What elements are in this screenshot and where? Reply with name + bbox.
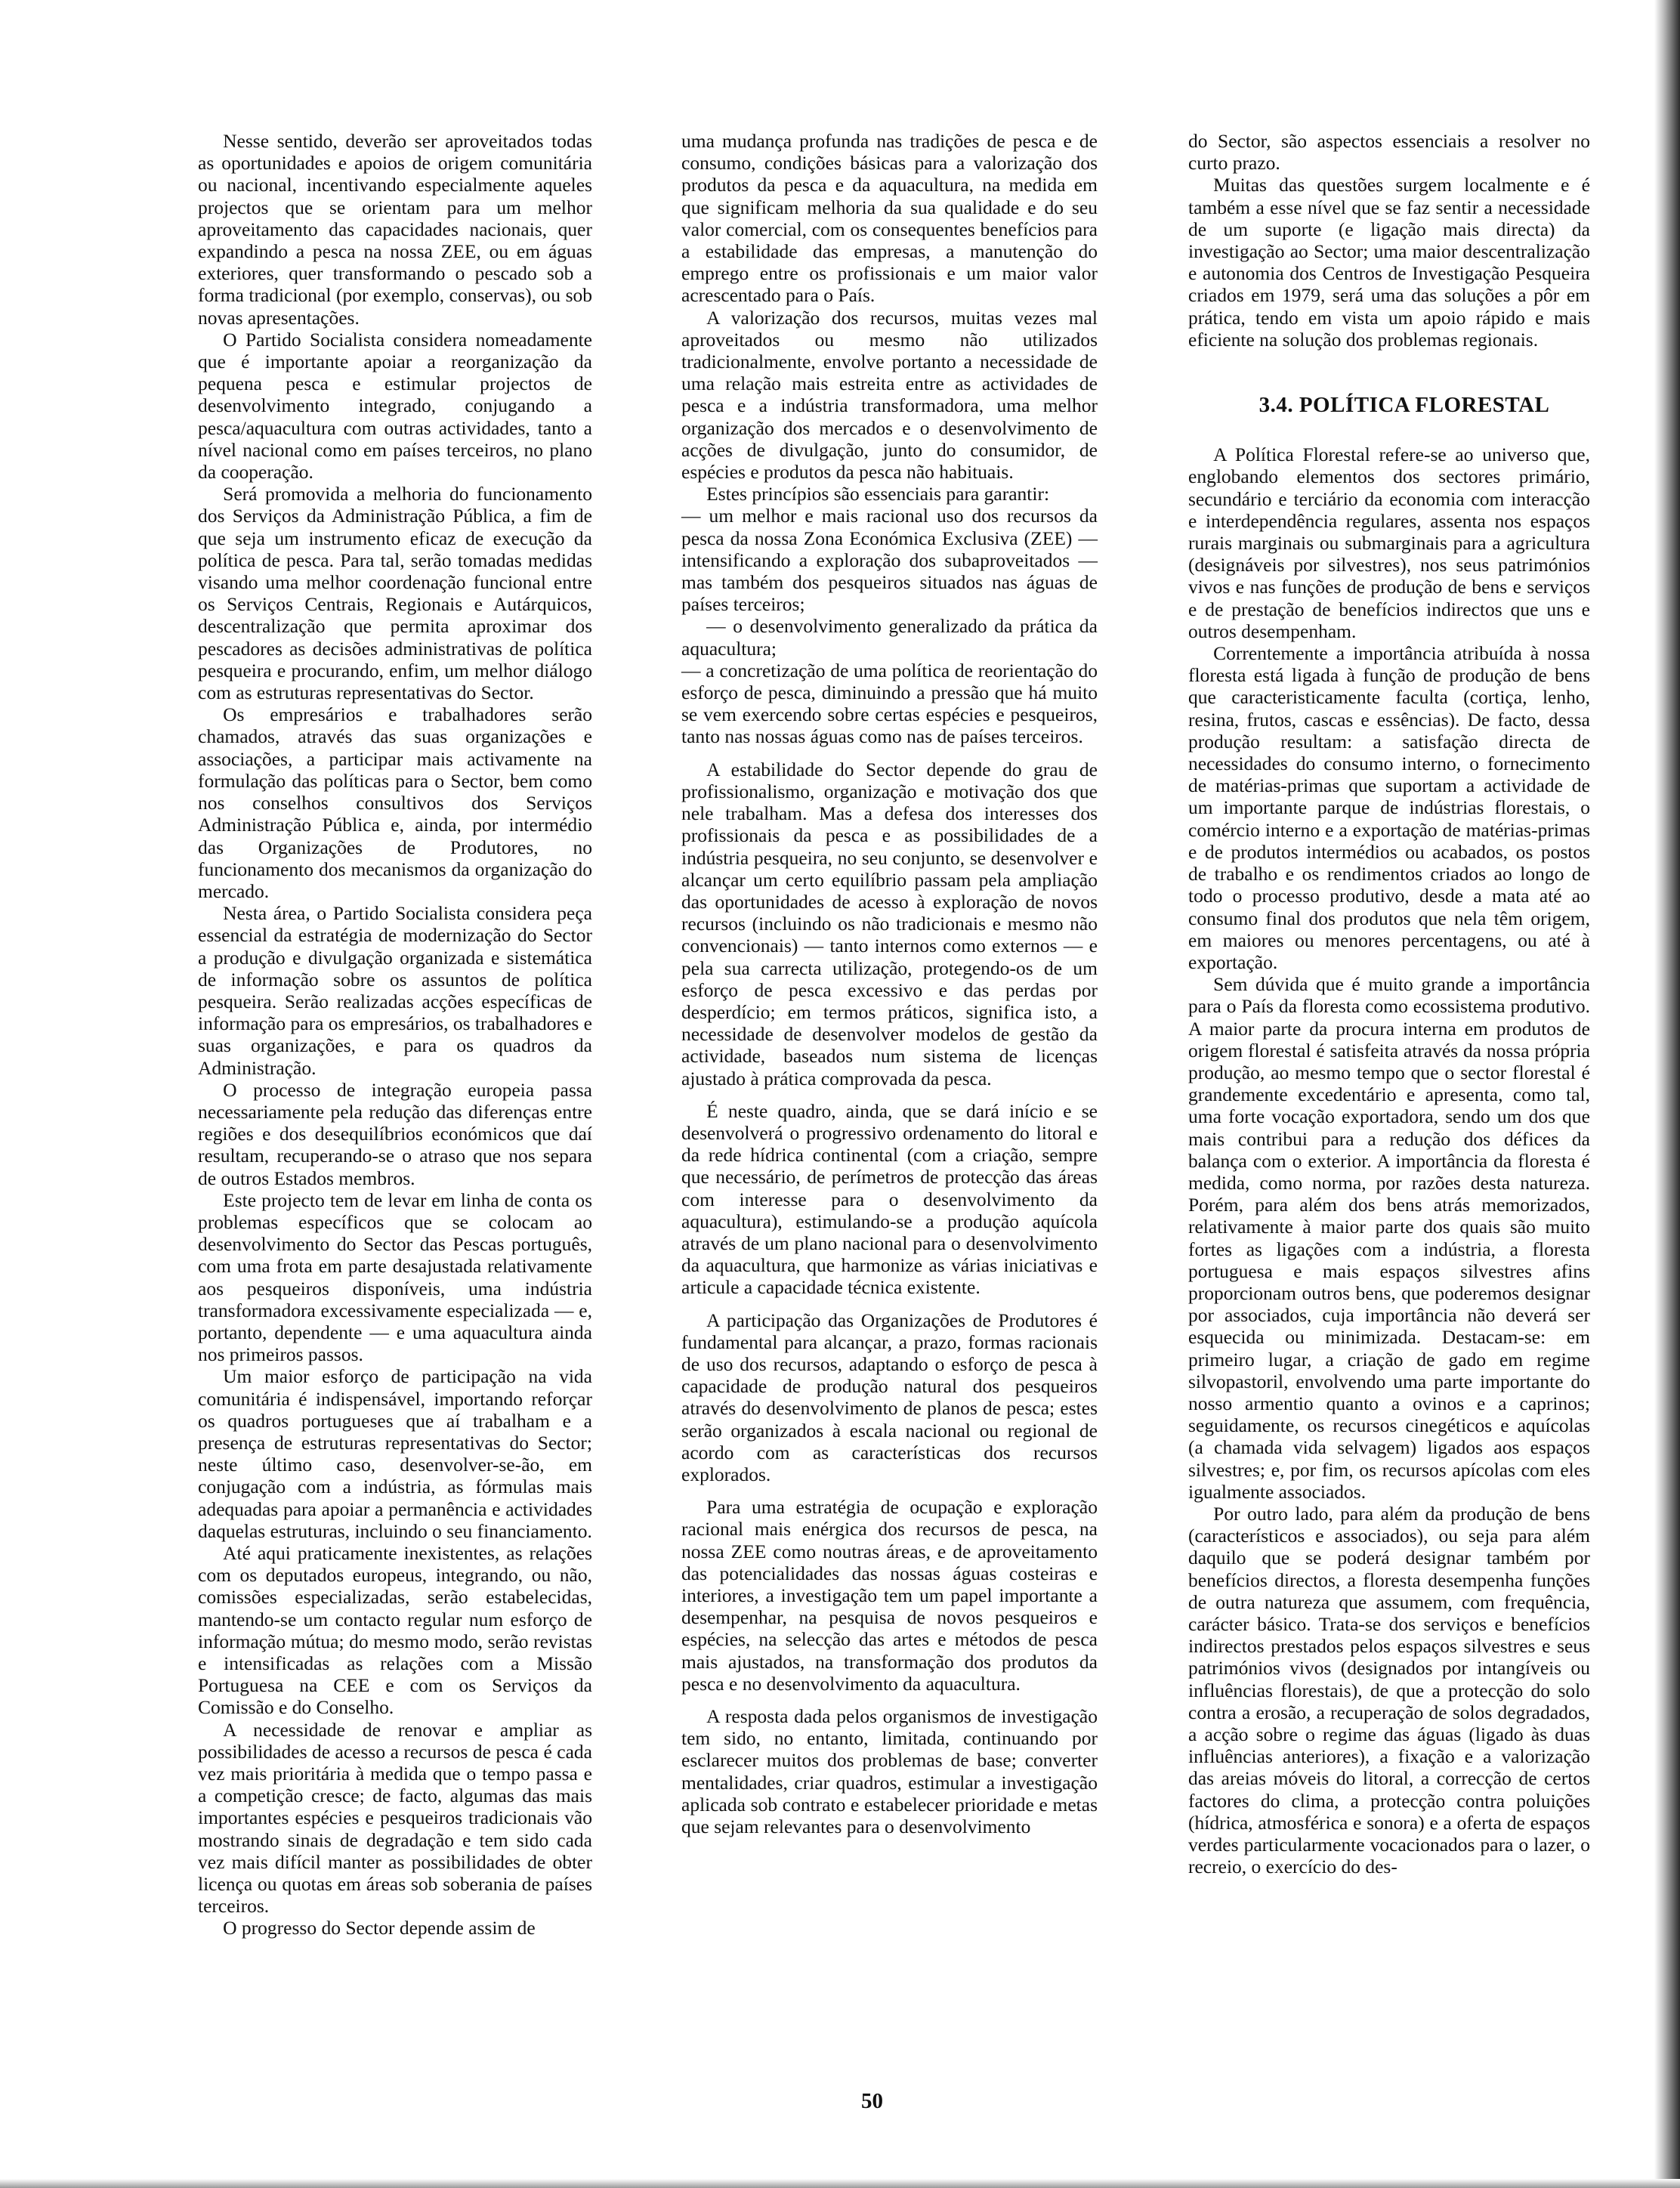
paragraph: Nesse sentido, deverão ser aproveitados todas as oportunidades e apoios de origem comunitária ou nacional, incentivando especialmente aqueles projectos que se orientam para um melhor aproveitamento das capacidades nacionais, quer expandindo a pesca na nossa ZEE, ou em águas exteriores, quer transformando o pescado sob a forma tradicional (por exemplo, conservas), ou sob novas apresentações.	[198, 130, 592, 329]
paragraph: A necessidade de renovar e ampliar as possibilidades de acesso a recursos de pesca é cada vez mais prioritária à medida que o tempo passa e a competição cresce; de facto, algumas das mais importantes espécies e pesqueiros tradicionais vão mostrando sinais de degradação e tem sido cada vez mais difícil manter as possibilidades de obter licença ou quotas em áreas sob soberania de países terceiros.	[198, 1718, 592, 1918]
scan-page-edge	[1654, 0, 1680, 2188]
text-column-2	[681, 130, 1098, 1837]
paragraph: A Política Florestal refere-se ao universo que, englobando elementos dos sectores primário, secundário e terciário da economia com interacção e interdependência regulares, assenta nos espaços rurais marginais ou submarginais para a agricultura (designáveis por silvestres), nos seus patrimónios vivos e nas funções de produção de bens e serviços e de prestação de benefícios indirectos que uns e outros desempenham.	[1188, 443, 1590, 642]
paragraph: Nesta área, o Partido Socialista considera peça essencial da estratégia de modernização do Sector a produção e divulgação organizada e sistemática de informação sobre os assuntos de política pesqueira. Serão realizadas acções específicas de informação para os empresários, os trabalhadores e suas organizações, e para os quadros da Administração.	[198, 902, 592, 1079]
paragraph: Até aqui praticamente inexistentes, as relações com os deputados europeus, integrando, ou não, comissões especializadas, serão estabelecidas, mantendo-se um contacto regular num esforço de informação mútua; do mesmo modo, serão revistas e intensificadas as relações com a Missão Portuguesa na CEE e com os Serviços da Comissão e do Conselho.	[198, 1542, 592, 1719]
paragraph: do Sector, são aspectos essenciais a resolver no curto prazo.	[1188, 130, 1590, 175]
paragraph: Por outro lado, para além da produção de bens (característicos e associados), ou seja para além daquilo que se poderá designar também por benefícios directos, a floresta desempenha funções de outra natureza que assumem, com frequência, carácter básico. Trata-se dos serviços e benefícios indirectos prestados pelos espaços silvestres e seus patrimónios vivos (designados por intangíveis ou influências florestais), de que a protecção do solo contra a erosão, a recuperação de solos degradados, a acção sobre o regime das águas (ligado às duas influências anteriores), a fixação e a valorização das areias móveis do litoral, a correcção de certos factores do clima, a protecção contra poluições (hídrica, atmosférica e sonora) e a oferta de espaços verdes particularmente vocacionados para o lazer, o recreio, o exercício do des-	[1188, 1502, 1590, 1878]
paragraph: A estabilidade do Sector depende do grau de profissionalismo, organização e motivação dos que nele trabalham. Mas a defesa dos interesses dos profissionais da pesca e as possibilidades de a indústria pesqueira, no seu conjunto, se desenvolver e alcançar um certo equilíbrio passam pela ampliação das oportunidades de acesso à exploração de novos recursos (incluindo os não tradicionais e mesmo não convencionais) — tanto internos como externos — e pela sua carrecta utilização, protegendo-os de um esforço de pesca excessivo e das perdas por desperdício; em termos práticos, significa isto, a necessidade de desenvolver modelos de gestão da actividade, baseados num sistema de licenças ajustado à prática comprovada da pesca.	[681, 758, 1098, 1089]
paragraph: Será promovida a melhoria do funcionamento dos Serviços da Administração Pública, a fim de que seja um instrumento eficaz de execução da política de pesca. Para tal, serão tomadas medidas visando uma melhor coordenação funcional entre os Serviços Centrais, Regionais e Autárquicos, descentralização que permita aproximar dos pescadores as decisões administrativas de política pesqueira e procurando, enfim, um melhor diálogo com as estruturas representativas do Sector.	[198, 483, 592, 704]
list-item: — a concretização de uma política de reorientação do esforço de pesca, diminuindo a pressão que há muito se vem exercendo sobre certas espécies e pesqueiros, tanto nas nossas águas como nas de países terceiros.	[681, 659, 1098, 748]
page-number: 50	[861, 2089, 883, 2113]
paragraph: A valorização dos recursos, muitas vezes mal aproveitados ou mesmo não utilizados tradicionalmente, envolve portanto a necessidade de uma relação mais estreita entre as actividades de pesca e a indústria transformadora, uma melhor organização dos mercados e o desenvolvimento de acções de divulgação, junto do consumidor, de espécies e produtos da pesca não habituais.	[681, 306, 1098, 484]
paragraph: O progresso do Sector depende assim de	[223, 1917, 536, 1939]
list-item: — o desenvolvimento generalizado da prática da aquacultura;	[681, 615, 1098, 660]
paragraph: Correntemente a importância atribuída à nossa floresta está ligada à função de produção de bens que caracteristicamente faculta (cortiça, lenho, resina, frutos, cascas e essências). De facto, dessa produção resultam: a satisfação directa de necessidades do consumo interno, o fornecimento de matérias-primas que suportam a actividade de um importante parque de indústrias florestais, o comércio interno e a exportação de matérias-primas e de produtos intermédios ou acabados, os postos de trabalho e os rendimentos criados ao longo de todo o processo produtivo, desde a mata até ao consumo final dos produtos que nela têm origem, em maiores ou menores percentagens, ou até à exportação.	[1188, 642, 1590, 973]
paragraph: O Partido Socialista considera nomeadamente que é importante apoiar a reorganização da pequena pesca e estimular projectos de desenvolvimento integrado, conjugando a pesca/aquacultura com outras actividades, tanto a nível nacional como em países terceiros, no plano da cooperação.	[198, 328, 592, 484]
paragraph: A participação das Organizações de Produtores é fundamental para alcançar, a prazo, formas racionais de uso dos recursos, adaptando o esforço de pesca à capacidade de produção natural dos pesqueiros através do desenvolvimento de planos de pesca; estes serão organizados à escala nacional ou regional de acordo com as características dos recursos explorados.	[681, 1309, 1098, 1485]
scan-bottom-edge	[0, 2179, 1680, 2188]
paragraph: Sem dúvida que é muito grande a importância para o País da floresta como ecossistema produtivo. A maior parte da procura interna em produtos de origem florestal é satisfeita através da nossa própria produção, ao mesmo tempo que o sector florestal é grandemente excedentário e apresenta, como tal, uma forte vocação exportadora, sendo um dos que mais contribui para a redução dos défices da balança com o exterior. A importância da floresta é medida, como norma, por razões desta natureza. Porém, para além dos bens atrás memorizados, relativamente à maior parte dos quais são muito fortes as ligações com a indústria, a floresta portuguesa e mais espaços silvestres afins proporcionam outros bens, que poderemos designar por associados, cuja importância não deverá ser esquecida ou minimizada. Destacam-se: em primeiro lugar, a criação de gado em regime silvopastoril, envolvendo uma parte importante do nosso armentio quanto a ovinos e a caprinos; seguidamente, os recursos cinegéticos e aquícolas (a chamada vida selvagem) ligados aos espaços silvestres; e, por fim, os recursos apícolas com eles igualmente associados.	[1188, 973, 1590, 1503]
paragraph: uma mudança profunda nas tradições de pesca e de consumo, condições básicas para a valorização dos produtos da pesca e da aquacultura, na medida em que significam melhoria da sua qualidade e do seu valor comercial, com os consequentes benefícios para a estabilidade das empresas, a manutenção do emprego entre os profissionais e um maior valor acrescentado para o País.	[681, 130, 1098, 307]
paragraph: É neste quadro, ainda, que se dará início e se desenvolverá o progressivo ordenamento do litoral e da rede hídrica continental (com a criação, sempre que necessário, de perímetros de protecção das áreas com interesse para o desenvolvimento da aquacultura), estimulando-se a produção aquícola através de um plano nacional para o desenvolvimento da aquacultura, que harmonize as várias iniciativas e articule a capacidade técnica existente.	[681, 1099, 1098, 1299]
paragraph: O processo de integração europeia passa necessariamente pela redução das diferenças entre regiões e dos desequilíbrios económicos que daí resultam, recuperando-se o atraso que nos separa de outros Estados membros.	[198, 1078, 592, 1189]
paragraph: A resposta dada pelos organismos de investigação tem sido, no entanto, limitada, continuando por esclarecer muitos dos problemas de base; converter mentalidades, criar quadros, estimular a investigação aplicada sob contrato e estabelecer prioridade e metas que sejam relevantes para o desenvolvimento	[681, 1705, 1098, 1838]
paragraph: Muitas das questões surgem localmente e é também a esse nível que se faz sentir a necessidade de um suporte (e ligação mais directa) da investigação ao Sector; uma maior descentralização e autonomia dos Centros de Investigação Pesqueira criados em 1979, será uma das soluções a pôr em prática, tendo em vista um apoio rápido e mais eficiente na solução dos problemas regionais.	[1188, 174, 1590, 351]
paragraph: Os empresários e trabalhadores serão chamados, através das suas organizações e associações, a participar mais activamente na formulação das políticas para o Sector, bem como nos conselhos consultivos dos Serviços Administração Pública e, ainda, por intermédio das Organizações de Produtores, no funcionamento dos mecanismos da organização do mercado.	[198, 703, 592, 902]
list-item: — um melhor e mais racional uso dos recursos da pesca da nossa Zona Económica Exclusiva (ZEE) — intensificando a exploração dos subaproveitados — mas também dos pesqueiros situados nas águas de países terceiros;	[681, 505, 1098, 616]
text-column-1	[198, 130, 592, 1939]
paragraph: Este projecto tem de levar em linha de conta os problemas específicos que se colocam ao desenvolvimento do Sector das Pescas português, com uma frota em parte desajustada relativamente aos pesqueiros disponíveis, uma indústria transformadora excessivamente especializada — e, portanto, dependente — e uma aquacultura ainda nos primeiros passos.	[198, 1188, 592, 1366]
paragraph: Para uma estratégia de ocupação e exploração racional mais enérgica dos recursos de pesca, na nossa ZEE como noutras áreas, e de aproveitamento das potencialidades das nossas águas costeiras e interiores, a investigação tem um papel importante a desempenhar, na pesquisa de novos pesqueiros e espécies, na selecção das artes e métodos de pesca mais ajustados, na transformação dos produtos da pesca e no desenvolvimento da aquacultura.	[681, 1496, 1098, 1695]
text-column-3	[1188, 130, 1590, 1877]
paragraph: Um maior esforço de participação na vida comunitária é indispensável, importando reforçar os quadros portugueses que aí trabalham e a presença de estruturas representativas do Sector; neste último caso, desenvolver-se-ão, em conjugação com a indústria, as fórmulas mais adequadas para apoiar a permanência e actividades daquelas estruturas, incluindo o seu financiamento.	[198, 1365, 592, 1542]
section-heading: 3.4. POLÍTICA FLORESTAL	[1258, 393, 1550, 418]
paragraph: Estes princípios são essenciais para garantir:	[706, 483, 1050, 505]
